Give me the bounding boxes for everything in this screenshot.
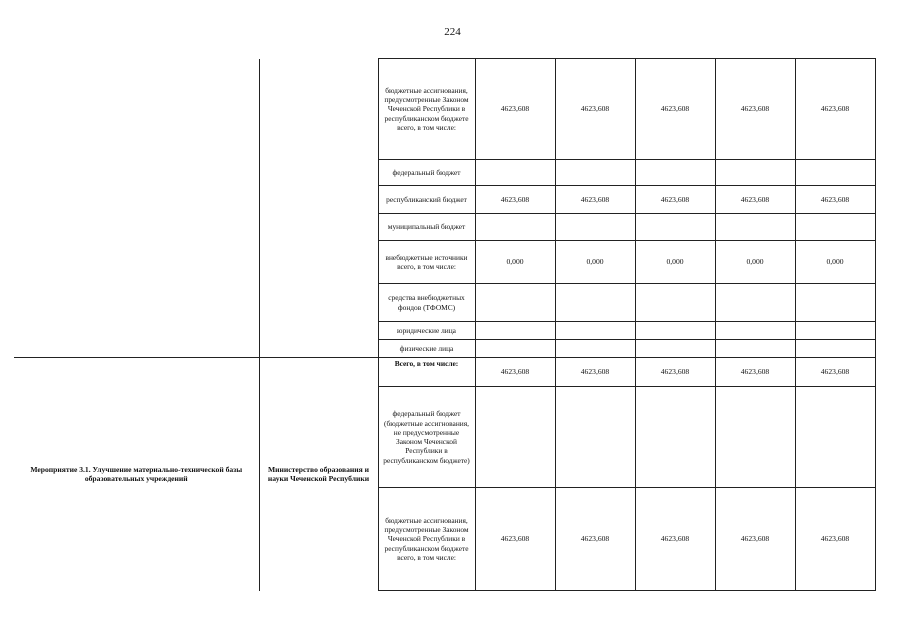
- value-cell: [475, 160, 555, 186]
- value-cell: [795, 322, 875, 340]
- value-cell: 4623,608: [715, 186, 795, 214]
- value-cell: [555, 214, 635, 241]
- value-cell: [635, 340, 715, 358]
- funding-source: бюджетные ассигнования, предусмотренные Законом Чеченской Республики в республиканском бюджете всего, в том числе:: [378, 59, 475, 160]
- value-cell: [635, 284, 715, 322]
- value-cell: 4623,608: [555, 358, 635, 387]
- funding-source: федеральный бюджет: [378, 160, 475, 186]
- value-cell: [795, 284, 875, 322]
- funding-source: муниципальный бюджет: [378, 214, 475, 241]
- value-cell: 0,000: [635, 241, 715, 284]
- value-cell: [715, 387, 795, 488]
- value-cell: [635, 322, 715, 340]
- activity-executor: Министерство образования и науки Чеченской Республики: [259, 358, 378, 591]
- value-cell: 4623,608: [635, 186, 715, 214]
- value-cell: [475, 214, 555, 241]
- value-cell: [475, 284, 555, 322]
- value-cell: 4623,608: [475, 488, 555, 591]
- activity-name: Мероприятие 3.1. Улучшение материально-технической базы образовательных учреждений: [14, 358, 259, 591]
- value-cell: 4623,608: [475, 186, 555, 214]
- funding-source: физические лица: [378, 340, 475, 358]
- value-cell: [475, 340, 555, 358]
- funding-source: бюджетные ассигнования, предусмотренные Законом Чеченской Республики в республиканском бюджете всего, в том числе:: [378, 488, 475, 591]
- value-cell: [715, 214, 795, 241]
- funding-source: республиканский бюджет: [378, 186, 475, 214]
- value-cell: 4623,608: [555, 186, 635, 214]
- value-cell: [795, 214, 875, 241]
- empty-activity-cell: [14, 59, 259, 358]
- value-cell: 4623,608: [635, 488, 715, 591]
- table-row: [14, 358, 875, 387]
- value-cell: [715, 322, 795, 340]
- value-cell: [795, 387, 875, 488]
- value-cell: 4623,608: [715, 488, 795, 591]
- value-cell: 4623,608: [635, 59, 715, 160]
- value-cell: 0,000: [795, 241, 875, 284]
- funding-source: средства внебюджетных фондов (ТФОМС): [378, 284, 475, 322]
- budget-table: [14, 58, 876, 591]
- funding-source: Всего, в том числе:: [378, 358, 475, 387]
- funding-source: федеральный бюджет (бюджетные ассигнования, не предусмотренные Законом Чеченской Республики в республиканском бюджете): [378, 387, 475, 488]
- value-cell: 4623,608: [475, 358, 555, 387]
- value-cell: [635, 160, 715, 186]
- value-cell: [635, 387, 715, 488]
- value-cell: [555, 322, 635, 340]
- funding-source: внебюджетные источники всего, в том числе:: [378, 241, 475, 284]
- value-cell: [715, 340, 795, 358]
- value-cell: 4623,608: [795, 59, 875, 160]
- value-cell: [555, 387, 635, 488]
- value-cell: [795, 340, 875, 358]
- value-cell: 4623,608: [555, 488, 635, 591]
- value-cell: 0,000: [715, 241, 795, 284]
- value-cell: [555, 284, 635, 322]
- value-cell: [635, 214, 715, 241]
- value-cell: [715, 160, 795, 186]
- table-row: [14, 59, 875, 160]
- value-cell: 4623,608: [475, 59, 555, 160]
- value-cell: [555, 340, 635, 358]
- value-cell: [475, 322, 555, 340]
- page-number: 224: [444, 26, 461, 38]
- funding-source: юридические лица: [378, 322, 475, 340]
- value-cell: 4623,608: [795, 186, 875, 214]
- value-cell: 0,000: [555, 241, 635, 284]
- value-cell: 0,000: [475, 241, 555, 284]
- value-cell: [795, 160, 875, 186]
- value-cell: [715, 284, 795, 322]
- value-cell: [555, 160, 635, 186]
- value-cell: 4623,608: [555, 59, 635, 160]
- value-cell: 4623,608: [715, 358, 795, 387]
- value-cell: 4623,608: [795, 358, 875, 387]
- value-cell: 4623,608: [795, 488, 875, 591]
- empty-executor-cell: [259, 59, 378, 358]
- value-cell: 4623,608: [715, 59, 795, 160]
- value-cell: [475, 387, 555, 488]
- value-cell: 4623,608: [635, 358, 715, 387]
